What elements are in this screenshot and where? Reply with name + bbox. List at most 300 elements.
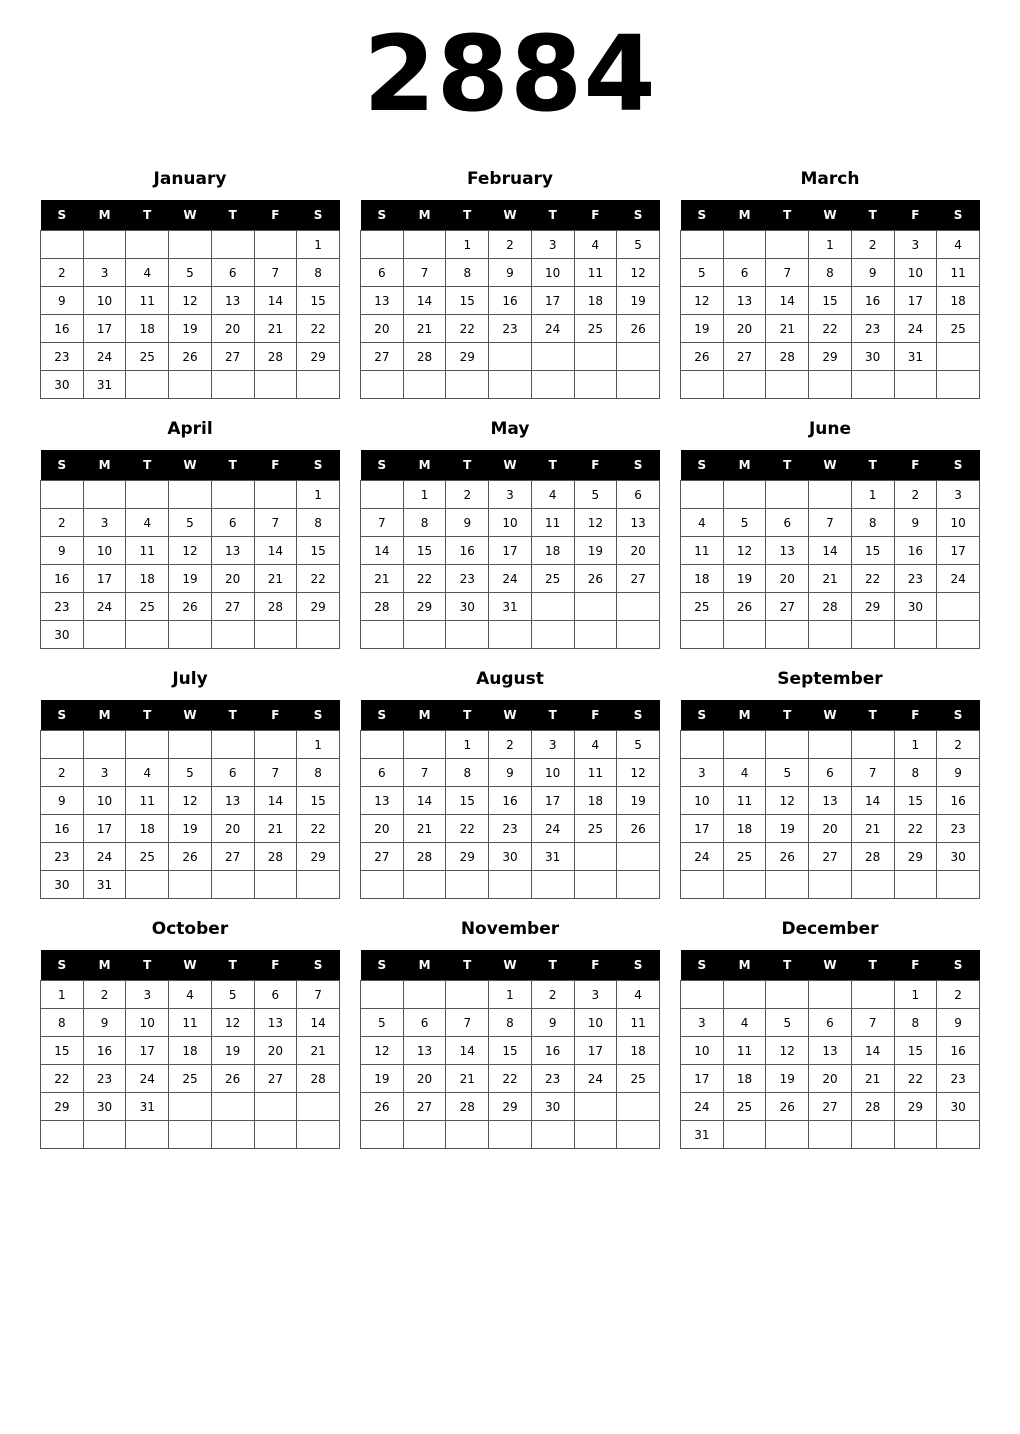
day-cell[interactable]: 30: [41, 621, 84, 649]
day-cell[interactable]: 27: [254, 1065, 297, 1093]
day-cell[interactable]: 4: [723, 759, 766, 787]
day-cell[interactable]: 10: [83, 537, 126, 565]
day-cell[interactable]: 13: [361, 287, 404, 315]
day-cell[interactable]: 5: [766, 1009, 809, 1037]
day-cell[interactable]: 18: [937, 287, 980, 315]
day-cell[interactable]: 6: [766, 509, 809, 537]
day-cell[interactable]: 5: [681, 259, 724, 287]
day-cell[interactable]: 25: [617, 1065, 660, 1093]
day-cell[interactable]: 15: [894, 1037, 937, 1065]
day-cell[interactable]: 18: [126, 565, 169, 593]
day-cell[interactable]: 15: [297, 787, 340, 815]
day-cell[interactable]: 1: [297, 481, 340, 509]
day-cell[interactable]: 16: [41, 315, 84, 343]
day-cell[interactable]: 17: [937, 537, 980, 565]
day-cell[interactable]: 27: [766, 593, 809, 621]
day-cell[interactable]: 9: [41, 537, 84, 565]
day-cell[interactable]: 2: [41, 509, 84, 537]
day-cell[interactable]: 20: [617, 537, 660, 565]
day-cell[interactable]: 20: [211, 815, 254, 843]
day-cell[interactable]: 12: [169, 537, 212, 565]
day-cell[interactable]: 7: [403, 259, 446, 287]
day-cell[interactable]: 6: [361, 259, 404, 287]
day-cell[interactable]: 10: [489, 509, 532, 537]
day-cell[interactable]: 1: [446, 731, 489, 759]
day-cell[interactable]: 18: [126, 815, 169, 843]
day-cell[interactable]: 10: [681, 1037, 724, 1065]
day-cell[interactable]: 9: [446, 509, 489, 537]
day-cell[interactable]: 10: [126, 1009, 169, 1037]
day-cell[interactable]: 14: [851, 787, 894, 815]
day-cell[interactable]: 21: [851, 1065, 894, 1093]
day-cell[interactable]: 21: [361, 565, 404, 593]
day-cell[interactable]: 15: [489, 1037, 532, 1065]
day-cell[interactable]: 15: [894, 787, 937, 815]
day-cell[interactable]: 1: [297, 731, 340, 759]
day-cell[interactable]: 29: [297, 843, 340, 871]
day-cell[interactable]: 26: [169, 593, 212, 621]
day-cell[interactable]: 21: [254, 815, 297, 843]
day-cell[interactable]: 29: [894, 1093, 937, 1121]
day-cell[interactable]: 30: [41, 371, 84, 399]
day-cell[interactable]: 14: [403, 787, 446, 815]
day-cell[interactable]: 2: [41, 759, 84, 787]
day-cell[interactable]: 27: [361, 343, 404, 371]
day-cell[interactable]: 26: [723, 593, 766, 621]
day-cell[interactable]: 28: [297, 1065, 340, 1093]
day-cell[interactable]: 24: [681, 843, 724, 871]
day-cell[interactable]: 1: [446, 231, 489, 259]
day-cell[interactable]: 27: [809, 1093, 852, 1121]
day-cell[interactable]: 9: [531, 1009, 574, 1037]
day-cell[interactable]: 5: [617, 231, 660, 259]
day-cell[interactable]: 1: [851, 481, 894, 509]
day-cell[interactable]: 2: [937, 731, 980, 759]
day-cell[interactable]: 18: [681, 565, 724, 593]
day-cell[interactable]: 15: [297, 287, 340, 315]
day-cell[interactable]: 11: [126, 287, 169, 315]
day-cell[interactable]: 3: [531, 231, 574, 259]
day-cell[interactable]: 28: [809, 593, 852, 621]
day-cell[interactable]: 5: [766, 759, 809, 787]
day-cell[interactable]: 3: [894, 231, 937, 259]
day-cell[interactable]: 28: [766, 343, 809, 371]
day-cell[interactable]: 23: [937, 1065, 980, 1093]
day-cell[interactable]: 25: [574, 815, 617, 843]
day-cell[interactable]: 9: [937, 759, 980, 787]
day-cell[interactable]: 13: [766, 537, 809, 565]
day-cell[interactable]: 12: [681, 287, 724, 315]
day-cell[interactable]: 26: [681, 343, 724, 371]
day-cell[interactable]: 18: [617, 1037, 660, 1065]
day-cell[interactable]: 13: [211, 787, 254, 815]
day-cell[interactable]: 12: [361, 1037, 404, 1065]
day-cell[interactable]: 8: [41, 1009, 84, 1037]
day-cell[interactable]: 16: [489, 287, 532, 315]
day-cell[interactable]: 9: [83, 1009, 126, 1037]
day-cell[interactable]: 22: [446, 815, 489, 843]
day-cell[interactable]: 15: [446, 787, 489, 815]
day-cell[interactable]: 3: [83, 759, 126, 787]
day-cell[interactable]: 13: [723, 287, 766, 315]
day-cell[interactable]: 16: [937, 1037, 980, 1065]
day-cell[interactable]: 3: [531, 731, 574, 759]
day-cell[interactable]: 8: [851, 509, 894, 537]
day-cell[interactable]: 1: [809, 231, 852, 259]
day-cell[interactable]: 7: [851, 759, 894, 787]
day-cell[interactable]: 1: [41, 981, 84, 1009]
day-cell[interactable]: 13: [809, 787, 852, 815]
day-cell[interactable]: 27: [211, 843, 254, 871]
day-cell[interactable]: 12: [574, 509, 617, 537]
day-cell[interactable]: 19: [617, 287, 660, 315]
day-cell[interactable]: 9: [894, 509, 937, 537]
day-cell[interactable]: 25: [531, 565, 574, 593]
day-cell[interactable]: 31: [83, 871, 126, 899]
day-cell[interactable]: 8: [297, 759, 340, 787]
day-cell[interactable]: 6: [361, 759, 404, 787]
day-cell[interactable]: 23: [489, 315, 532, 343]
day-cell[interactable]: 26: [361, 1093, 404, 1121]
day-cell[interactable]: 24: [681, 1093, 724, 1121]
day-cell[interactable]: 6: [211, 259, 254, 287]
day-cell[interactable]: 14: [254, 787, 297, 815]
day-cell[interactable]: 13: [361, 787, 404, 815]
day-cell[interactable]: 28: [446, 1093, 489, 1121]
day-cell[interactable]: 8: [894, 759, 937, 787]
day-cell[interactable]: 17: [126, 1037, 169, 1065]
day-cell[interactable]: 28: [403, 843, 446, 871]
day-cell[interactable]: 12: [211, 1009, 254, 1037]
day-cell[interactable]: 6: [211, 509, 254, 537]
day-cell[interactable]: 29: [809, 343, 852, 371]
day-cell[interactable]: 11: [574, 259, 617, 287]
day-cell[interactable]: 24: [126, 1065, 169, 1093]
day-cell[interactable]: 17: [83, 815, 126, 843]
day-cell[interactable]: 18: [169, 1037, 212, 1065]
day-cell[interactable]: 10: [937, 509, 980, 537]
day-cell[interactable]: 29: [403, 593, 446, 621]
day-cell[interactable]: 19: [211, 1037, 254, 1065]
day-cell[interactable]: 3: [681, 759, 724, 787]
day-cell[interactable]: 27: [211, 343, 254, 371]
day-cell[interactable]: 26: [766, 1093, 809, 1121]
day-cell[interactable]: 22: [894, 1065, 937, 1093]
day-cell[interactable]: 25: [723, 843, 766, 871]
day-cell[interactable]: 4: [574, 231, 617, 259]
day-cell[interactable]: 9: [851, 259, 894, 287]
day-cell[interactable]: 8: [297, 259, 340, 287]
day-cell[interactable]: 20: [211, 565, 254, 593]
day-cell[interactable]: 18: [126, 315, 169, 343]
day-cell[interactable]: 12: [766, 1037, 809, 1065]
day-cell[interactable]: 11: [126, 537, 169, 565]
day-cell[interactable]: 23: [41, 843, 84, 871]
day-cell[interactable]: 4: [126, 259, 169, 287]
day-cell[interactable]: 15: [403, 537, 446, 565]
day-cell[interactable]: 16: [489, 787, 532, 815]
day-cell[interactable]: 24: [531, 815, 574, 843]
day-cell[interactable]: 29: [894, 843, 937, 871]
day-cell[interactable]: 4: [574, 731, 617, 759]
day-cell[interactable]: 20: [254, 1037, 297, 1065]
day-cell[interactable]: 15: [851, 537, 894, 565]
day-cell[interactable]: 5: [361, 1009, 404, 1037]
day-cell[interactable]: 20: [723, 315, 766, 343]
day-cell[interactable]: 26: [766, 843, 809, 871]
day-cell[interactable]: 27: [403, 1093, 446, 1121]
day-cell[interactable]: 8: [894, 1009, 937, 1037]
day-cell[interactable]: 5: [723, 509, 766, 537]
day-cell[interactable]: 2: [446, 481, 489, 509]
day-cell[interactable]: 22: [41, 1065, 84, 1093]
day-cell[interactable]: 17: [531, 787, 574, 815]
day-cell[interactable]: 20: [361, 315, 404, 343]
day-cell[interactable]: 11: [617, 1009, 660, 1037]
day-cell[interactable]: 1: [489, 981, 532, 1009]
day-cell[interactable]: 4: [681, 509, 724, 537]
day-cell[interactable]: 28: [361, 593, 404, 621]
day-cell[interactable]: 31: [681, 1121, 724, 1149]
day-cell[interactable]: 5: [169, 509, 212, 537]
day-cell[interactable]: 25: [937, 315, 980, 343]
day-cell[interactable]: 20: [361, 815, 404, 843]
day-cell[interactable]: 7: [254, 259, 297, 287]
day-cell[interactable]: 12: [617, 759, 660, 787]
day-cell[interactable]: 24: [894, 315, 937, 343]
day-cell[interactable]: 23: [41, 343, 84, 371]
day-cell[interactable]: 7: [254, 759, 297, 787]
day-cell[interactable]: 29: [297, 593, 340, 621]
day-cell[interactable]: 28: [254, 843, 297, 871]
day-cell[interactable]: 11: [531, 509, 574, 537]
day-cell[interactable]: 28: [851, 1093, 894, 1121]
day-cell[interactable]: 20: [809, 815, 852, 843]
day-cell[interactable]: 29: [41, 1093, 84, 1121]
day-cell[interactable]: 1: [894, 731, 937, 759]
day-cell[interactable]: 10: [83, 287, 126, 315]
day-cell[interactable]: 2: [531, 981, 574, 1009]
day-cell[interactable]: 14: [851, 1037, 894, 1065]
day-cell[interactable]: 12: [169, 787, 212, 815]
day-cell[interactable]: 7: [766, 259, 809, 287]
day-cell[interactable]: 19: [169, 565, 212, 593]
day-cell[interactable]: 31: [126, 1093, 169, 1121]
day-cell[interactable]: 3: [937, 481, 980, 509]
day-cell[interactable]: 15: [297, 537, 340, 565]
day-cell[interactable]: 17: [681, 1065, 724, 1093]
day-cell[interactable]: 16: [937, 787, 980, 815]
day-cell[interactable]: 12: [766, 787, 809, 815]
day-cell[interactable]: 10: [574, 1009, 617, 1037]
day-cell[interactable]: 28: [851, 843, 894, 871]
day-cell[interactable]: 21: [809, 565, 852, 593]
day-cell[interactable]: 14: [297, 1009, 340, 1037]
day-cell[interactable]: 9: [41, 287, 84, 315]
day-cell[interactable]: 19: [723, 565, 766, 593]
day-cell[interactable]: 30: [894, 593, 937, 621]
day-cell[interactable]: 18: [723, 815, 766, 843]
day-cell[interactable]: 27: [723, 343, 766, 371]
day-cell[interactable]: 12: [169, 287, 212, 315]
day-cell[interactable]: 26: [574, 565, 617, 593]
day-cell[interactable]: 16: [894, 537, 937, 565]
day-cell[interactable]: 30: [489, 843, 532, 871]
day-cell[interactable]: 22: [446, 315, 489, 343]
day-cell[interactable]: 16: [83, 1037, 126, 1065]
day-cell[interactable]: 21: [254, 565, 297, 593]
day-cell[interactable]: 5: [574, 481, 617, 509]
day-cell[interactable]: 9: [937, 1009, 980, 1037]
day-cell[interactable]: 31: [489, 593, 532, 621]
day-cell[interactable]: 23: [446, 565, 489, 593]
day-cell[interactable]: 8: [297, 509, 340, 537]
day-cell[interactable]: 20: [766, 565, 809, 593]
day-cell[interactable]: 19: [681, 315, 724, 343]
day-cell[interactable]: 13: [617, 509, 660, 537]
day-cell[interactable]: 17: [83, 315, 126, 343]
day-cell[interactable]: 19: [766, 1065, 809, 1093]
day-cell[interactable]: 23: [531, 1065, 574, 1093]
day-cell[interactable]: 25: [126, 843, 169, 871]
day-cell[interactable]: 5: [169, 759, 212, 787]
day-cell[interactable]: 30: [446, 593, 489, 621]
day-cell[interactable]: 6: [723, 259, 766, 287]
day-cell[interactable]: 21: [297, 1037, 340, 1065]
day-cell[interactable]: 14: [809, 537, 852, 565]
day-cell[interactable]: 2: [41, 259, 84, 287]
day-cell[interactable]: 13: [211, 287, 254, 315]
day-cell[interactable]: 22: [297, 565, 340, 593]
day-cell[interactable]: 30: [83, 1093, 126, 1121]
day-cell[interactable]: 29: [446, 843, 489, 871]
day-cell[interactable]: 16: [446, 537, 489, 565]
day-cell[interactable]: 11: [169, 1009, 212, 1037]
day-cell[interactable]: 9: [41, 787, 84, 815]
day-cell[interactable]: 30: [41, 871, 84, 899]
day-cell[interactable]: 3: [83, 259, 126, 287]
day-cell[interactable]: 15: [446, 287, 489, 315]
day-cell[interactable]: 19: [169, 815, 212, 843]
day-cell[interactable]: 26: [211, 1065, 254, 1093]
day-cell[interactable]: 14: [254, 287, 297, 315]
day-cell[interactable]: 7: [809, 509, 852, 537]
day-cell[interactable]: 25: [126, 343, 169, 371]
day-cell[interactable]: 4: [937, 231, 980, 259]
day-cell[interactable]: 17: [83, 565, 126, 593]
day-cell[interactable]: 20: [809, 1065, 852, 1093]
day-cell[interactable]: 7: [446, 1009, 489, 1037]
day-cell[interactable]: 6: [809, 1009, 852, 1037]
day-cell[interactable]: 26: [617, 315, 660, 343]
day-cell[interactable]: 8: [489, 1009, 532, 1037]
day-cell[interactable]: 19: [574, 537, 617, 565]
day-cell[interactable]: 14: [254, 537, 297, 565]
day-cell[interactable]: 28: [254, 593, 297, 621]
day-cell[interactable]: 23: [894, 565, 937, 593]
day-cell[interactable]: 12: [617, 259, 660, 287]
day-cell[interactable]: 13: [809, 1037, 852, 1065]
day-cell[interactable]: 22: [489, 1065, 532, 1093]
day-cell[interactable]: 9: [489, 759, 532, 787]
day-cell[interactable]: 3: [126, 981, 169, 1009]
day-cell[interactable]: 10: [894, 259, 937, 287]
day-cell[interactable]: 6: [254, 981, 297, 1009]
day-cell[interactable]: 17: [574, 1037, 617, 1065]
day-cell[interactable]: 18: [531, 537, 574, 565]
day-cell[interactable]: 6: [211, 759, 254, 787]
day-cell[interactable]: 31: [531, 843, 574, 871]
day-cell[interactable]: 11: [574, 759, 617, 787]
day-cell[interactable]: 13: [403, 1037, 446, 1065]
day-cell[interactable]: 25: [574, 315, 617, 343]
day-cell[interactable]: 12: [723, 537, 766, 565]
day-cell[interactable]: 24: [489, 565, 532, 593]
day-cell[interactable]: 27: [211, 593, 254, 621]
day-cell[interactable]: 30: [531, 1093, 574, 1121]
day-cell[interactable]: 14: [361, 537, 404, 565]
day-cell[interactable]: 1: [297, 231, 340, 259]
day-cell[interactable]: 25: [681, 593, 724, 621]
day-cell[interactable]: 24: [83, 843, 126, 871]
day-cell[interactable]: 6: [617, 481, 660, 509]
day-cell[interactable]: 25: [169, 1065, 212, 1093]
day-cell[interactable]: 4: [126, 509, 169, 537]
day-cell[interactable]: 11: [723, 787, 766, 815]
day-cell[interactable]: 17: [894, 287, 937, 315]
day-cell[interactable]: 16: [41, 565, 84, 593]
day-cell[interactable]: 2: [489, 231, 532, 259]
day-cell[interactable]: 8: [809, 259, 852, 287]
day-cell[interactable]: 22: [851, 565, 894, 593]
day-cell[interactable]: 3: [83, 509, 126, 537]
day-cell[interactable]: 22: [403, 565, 446, 593]
day-cell[interactable]: 2: [489, 731, 532, 759]
day-cell[interactable]: 17: [531, 287, 574, 315]
day-cell[interactable]: 1: [894, 981, 937, 1009]
day-cell[interactable]: 24: [83, 343, 126, 371]
day-cell[interactable]: 11: [937, 259, 980, 287]
day-cell[interactable]: 8: [446, 759, 489, 787]
day-cell[interactable]: 13: [211, 537, 254, 565]
day-cell[interactable]: 22: [297, 815, 340, 843]
day-cell[interactable]: 19: [169, 315, 212, 343]
day-cell[interactable]: 4: [126, 759, 169, 787]
day-cell[interactable]: 7: [254, 509, 297, 537]
day-cell[interactable]: 7: [297, 981, 340, 1009]
day-cell[interactable]: 4: [723, 1009, 766, 1037]
day-cell[interactable]: 26: [169, 843, 212, 871]
day-cell[interactable]: 25: [126, 593, 169, 621]
day-cell[interactable]: 23: [83, 1065, 126, 1093]
day-cell[interactable]: 8: [446, 259, 489, 287]
day-cell[interactable]: 28: [403, 343, 446, 371]
day-cell[interactable]: 29: [297, 343, 340, 371]
day-cell[interactable]: 21: [254, 315, 297, 343]
day-cell[interactable]: 26: [617, 815, 660, 843]
day-cell[interactable]: 17: [681, 815, 724, 843]
day-cell[interactable]: 10: [531, 259, 574, 287]
day-cell[interactable]: 30: [937, 843, 980, 871]
day-cell[interactable]: 16: [41, 815, 84, 843]
day-cell[interactable]: 14: [766, 287, 809, 315]
day-cell[interactable]: 4: [617, 981, 660, 1009]
day-cell[interactable]: 24: [574, 1065, 617, 1093]
day-cell[interactable]: 29: [851, 593, 894, 621]
day-cell[interactable]: 20: [403, 1065, 446, 1093]
day-cell[interactable]: 1: [403, 481, 446, 509]
day-cell[interactable]: 7: [851, 1009, 894, 1037]
